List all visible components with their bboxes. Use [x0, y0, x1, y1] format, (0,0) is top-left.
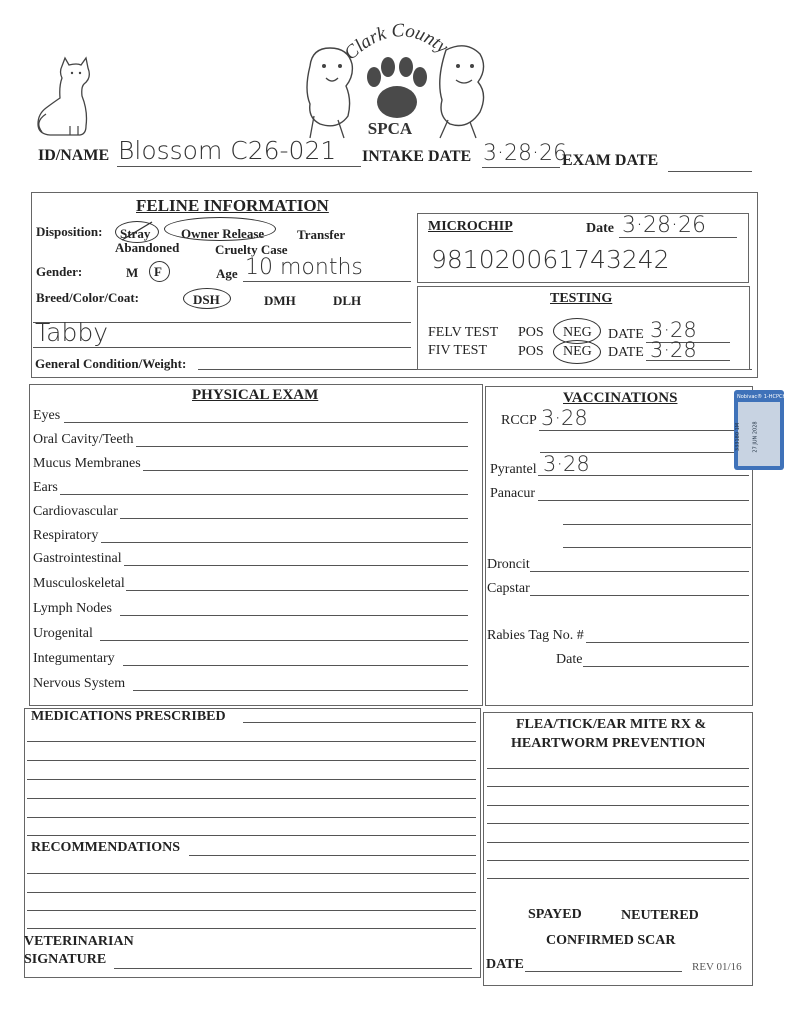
- signature-label: SIGNATURE: [24, 952, 107, 967]
- medication-line[interactable]: [27, 798, 476, 799]
- flea-date-field[interactable]: [525, 971, 682, 972]
- svg-text:SPCA: SPCA: [367, 119, 413, 138]
- veterinarian-label: VETERINARIAN: [24, 934, 134, 949]
- felv-date-value[interactable]: 3·28: [650, 318, 697, 342]
- medications-title: MEDICATIONS PRESCRIBED: [31, 709, 226, 724]
- gender-f[interactable]: F: [154, 264, 162, 279]
- rccp-value[interactable]: 3·28: [541, 406, 588, 430]
- droncit-label: Droncit: [487, 557, 530, 572]
- flea-rx-line[interactable]: [487, 860, 749, 861]
- medication-line[interactable]: [27, 741, 476, 742]
- exam-item-label: Eyes: [33, 408, 61, 423]
- medication-line[interactable]: [27, 835, 476, 836]
- exam-date-field[interactable]: [668, 171, 752, 172]
- sticker-brand: Nobivac® 1-HCPCh: [737, 394, 786, 400]
- physical-exam-title: PHYSICAL EXAM: [192, 387, 319, 403]
- exam-item-field[interactable]: [133, 690, 468, 691]
- flea-date-label: DATE: [486, 957, 524, 972]
- recommendation-line[interactable]: [27, 892, 476, 893]
- exam-item-label: Cardiovascular: [33, 504, 118, 519]
- breed-dmh[interactable]: DMH: [264, 293, 296, 308]
- svg-text:Clark County: Clark County: [340, 20, 453, 65]
- exam-item-label: Oral Cavity/Teeth: [33, 432, 134, 447]
- id-name-value[interactable]: Blossom C26-021: [118, 136, 337, 165]
- exam-item-field[interactable]: [120, 615, 468, 616]
- exam-item-field[interactable]: [100, 640, 468, 641]
- exam-date-label: EXAM DATE: [562, 152, 659, 169]
- revision-label: REV 01/16: [692, 961, 742, 973]
- capstar-label: Capstar: [487, 581, 530, 596]
- exam-item-label: Nervous System: [33, 676, 126, 691]
- vaccine-sticker: [734, 390, 784, 470]
- confirmed-scar-option[interactable]: CONFIRMED SCAR: [546, 933, 676, 948]
- flea-rx-line[interactable]: [487, 768, 749, 769]
- testing-title: TESTING: [550, 291, 613, 306]
- flea-rx-line[interactable]: [487, 786, 749, 787]
- medication-line[interactable]: [27, 779, 476, 780]
- vaccinations-title: VACCINATIONS: [563, 390, 678, 406]
- age-label: Age: [216, 266, 238, 281]
- felv-date-label: DATE: [608, 327, 644, 342]
- intake-date-value[interactable]: 3·28·26: [483, 141, 567, 166]
- panacur-label: Panacur: [490, 486, 536, 501]
- id-name-label: ID/NAME: [38, 147, 110, 164]
- cat-drawing: [32, 56, 94, 138]
- droncit-field[interactable]: [530, 571, 749, 572]
- flea-title-line1: FLEA/TICK/EAR MITE RX &: [516, 717, 707, 732]
- flea-rx-line[interactable]: [487, 805, 749, 806]
- rabies-tag-label: Rabies Tag No. #: [487, 628, 584, 643]
- rabies-tag-field[interactable]: [586, 642, 749, 643]
- recommendations-label: RECOMMENDATIONS: [31, 840, 181, 855]
- coat-value[interactable]: Tabby: [35, 318, 108, 347]
- rabies-date-field[interactable]: [583, 666, 749, 667]
- exam-item-field[interactable]: [60, 494, 468, 495]
- recommendation-line[interactable]: [27, 910, 476, 911]
- exam-item-label: Musculoskeletal: [33, 576, 125, 591]
- breed-dsh[interactable]: DSH: [193, 292, 220, 307]
- rccp-label: RCCP: [501, 413, 537, 428]
- exam-item-label: Lymph Nodes: [33, 601, 112, 616]
- exam-item-field[interactable]: [120, 518, 468, 519]
- exam-item-field[interactable]: [124, 565, 468, 566]
- exam-item-field[interactable]: [126, 590, 468, 591]
- feline-info-title: FELINE INFORMATION: [136, 196, 329, 215]
- age-value[interactable]: 10 months: [245, 255, 363, 280]
- felv-neg[interactable]: NEG: [563, 325, 592, 340]
- panacur-field[interactable]: [538, 500, 749, 501]
- exam-item-label: Mucus Membranes: [33, 456, 141, 471]
- gender-label: Gender:: [36, 264, 83, 279]
- microchip-date-label: Date: [586, 221, 614, 236]
- flea-title-line2: HEARTWORM PREVENTION: [511, 736, 706, 751]
- disposition-transfer[interactable]: Transfer: [297, 227, 346, 242]
- fiv-date-label: DATE: [608, 345, 644, 360]
- exam-item-label: Urogenital: [33, 626, 93, 641]
- exam-item-field[interactable]: [123, 665, 468, 666]
- sticker-exp: 27 JUN 2028: [752, 421, 759, 453]
- disposition-cruelty[interactable]: Cruelty Case: [215, 242, 288, 257]
- disposition-owner-release[interactable]: Owner Release: [181, 226, 265, 241]
- exam-item-field[interactable]: [143, 470, 468, 471]
- pyrantel-value[interactable]: 3·28: [543, 452, 590, 476]
- microchip-date-value[interactable]: 3·28·26: [622, 213, 706, 238]
- signature-field[interactable]: [114, 968, 472, 969]
- flea-rx-line[interactable]: [487, 878, 749, 879]
- fiv-neg[interactable]: NEG: [563, 344, 592, 359]
- fiv-date-value[interactable]: 3·28: [650, 338, 697, 362]
- general-condition-label: General Condition/Weight:: [35, 356, 187, 371]
- exam-item-label: Integumentary: [33, 651, 115, 666]
- recommendation-line[interactable]: [27, 873, 476, 874]
- felv-label: FELV TEST: [428, 325, 499, 340]
- breed-dlh[interactable]: DLH: [333, 293, 362, 308]
- microchip-number[interactable]: 981020061743242: [431, 245, 670, 274]
- felv-pos[interactable]: POS: [518, 325, 544, 340]
- exam-item-field[interactable]: [101, 542, 468, 543]
- medication-line[interactable]: [27, 760, 476, 761]
- flea-rx-line[interactable]: [487, 823, 749, 824]
- sticker-lot: 333180 1M: [735, 422, 742, 452]
- vaccinations-section: [485, 386, 753, 706]
- capstar-field[interactable]: [530, 595, 749, 596]
- microchip-label: MICROCHIP: [428, 219, 513, 234]
- disposition-label: Disposition:: [36, 224, 103, 239]
- fiv-pos[interactable]: POS: [518, 344, 544, 359]
- exam-item-field[interactable]: [136, 446, 468, 447]
- pyrantel-label: Pyrantel: [490, 462, 537, 477]
- exam-item-label: Respiratory: [33, 528, 99, 543]
- intake-date-label: INTAKE DATE: [362, 148, 472, 165]
- spca-logo: [300, 20, 496, 142]
- breed-label: Breed/Color/Coat:: [36, 290, 140, 305]
- spayed-option[interactable]: SPAYED: [528, 907, 582, 922]
- neutered-option[interactable]: NEUTERED: [621, 908, 699, 923]
- medication-line[interactable]: [27, 817, 476, 818]
- exam-item-label: Gastrointestinal: [33, 551, 122, 566]
- rabies-date-label: Date: [556, 652, 583, 667]
- recommendation-line[interactable]: [27, 928, 476, 929]
- exam-item-label: Ears: [33, 480, 58, 495]
- disposition-stray[interactable]: Stray: [120, 226, 151, 241]
- flea-rx-line[interactable]: [487, 842, 749, 843]
- fiv-label: FIV TEST: [428, 343, 487, 358]
- gender-m[interactable]: M: [126, 265, 139, 280]
- exam-item-field[interactable]: [64, 422, 468, 423]
- disposition-abandoned[interactable]: Abandoned: [115, 240, 180, 255]
